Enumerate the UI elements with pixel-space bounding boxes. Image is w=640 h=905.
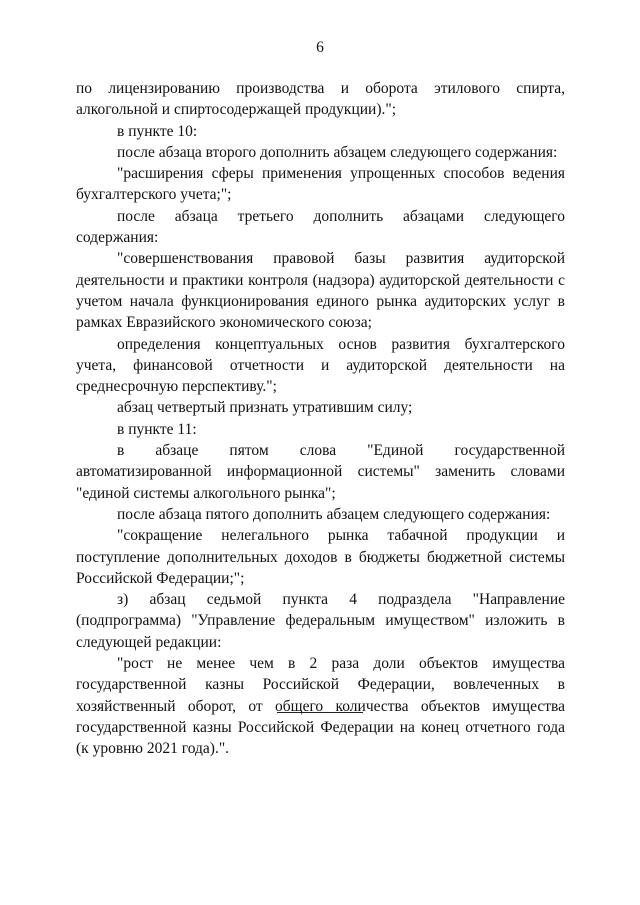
paragraph: после абзаца третьего дополнить абзацами следующего содержания: — [76, 207, 565, 247]
end-of-text-rule — [277, 712, 363, 713]
page-number: 6 — [316, 39, 324, 56]
paragraph: абзац четвертый признать утратившим силу; — [117, 399, 413, 417]
paragraph: "расширения сферы применения упрощенных способов ведения бухгалтерского учета;"; — [76, 165, 565, 204]
paragraph-item-11: в пункте 11: — [117, 420, 197, 438]
paragraph: в абзаце пятом слова "Единой государственной автоматизированной информационной системы" заменить словами "единой системы алкогольного рынка"; — [76, 442, 565, 502]
paragraph: определения концептуальных основ развития бухгалтерского учета, финансовой отчетности и аудиторской деятельности на среднесрочную перспективу."; — [76, 335, 565, 396]
paragraph: "рост не менее чем в 2 раза доли объектов имущества государственной казны Российской Федерации, вовлеченных в хозяйственный оборот, от общего количества объектов имущества государственной казны Российской Федерации на конец отчетного года (к уровню 2021 года).". — [76, 655, 565, 758]
paragraph-subitem-z: з) абзац седьмой пункта 4 подраздела "Направление (подпрограмма) "Управление федеральным имуществом" изложить в следующей редакции: — [76, 591, 565, 651]
document-body — [76, 78, 565, 760]
paragraph-item-10: в пункте 10: — [117, 122, 198, 140]
paragraph-continuation: по лицензированию производства и оборота этилового спирта, алкогольной и спиртосодержащей продукции)."; — [76, 80, 565, 119]
paragraph: "сокращение нелегального рынка табачной продукции и поступление дополнительных доходов в бюджеты бюджетной системы Российской Федерации;"; — [76, 527, 565, 587]
paragraph: после абзаца второго дополнить абзацем следующего содержания: — [117, 143, 558, 161]
paragraph: после абзаца пятого дополнить абзацем следующего содержания: — [117, 505, 551, 523]
paragraph: "совершенствования правовой базы развития аудиторской деятельности и практики контроля (надзора) аудиторской деятельности с учетом начала функционирования единого рынка аудиторских услуг в рамках Евразийского экономического союза; — [76, 250, 565, 332]
